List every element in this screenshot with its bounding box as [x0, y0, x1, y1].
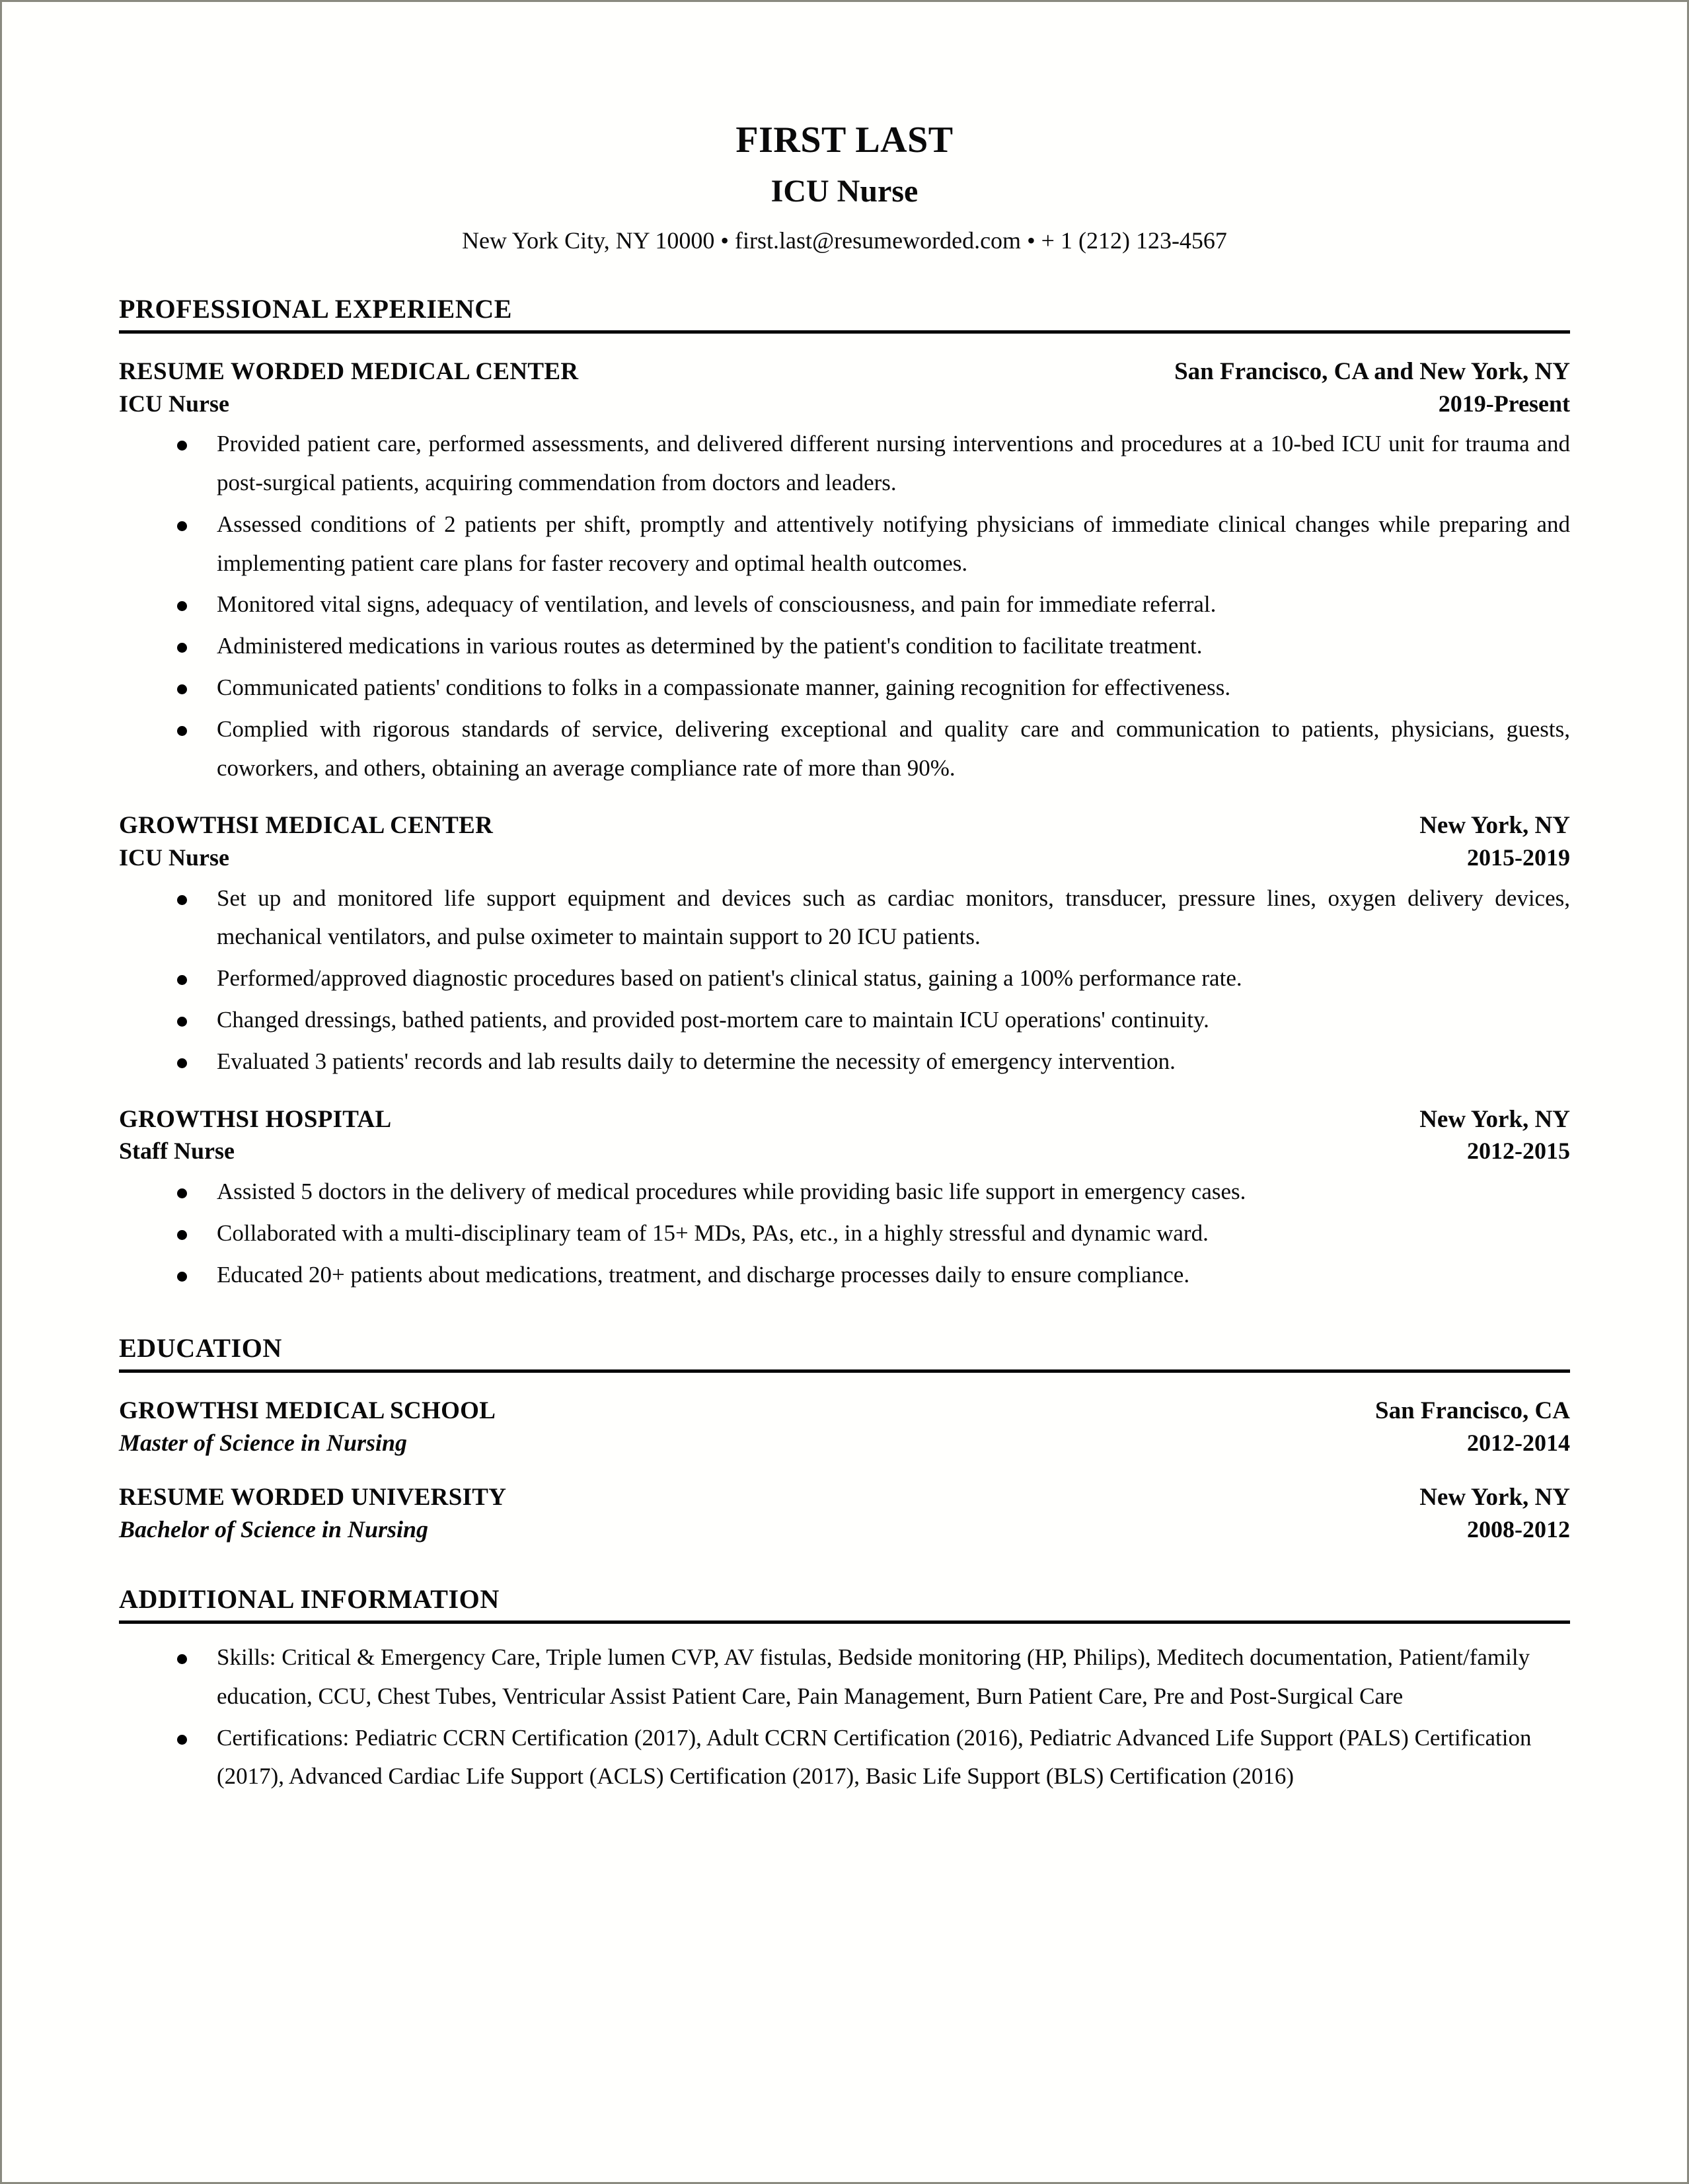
candidate-job-title: ICU Nurse [770, 173, 919, 209]
bullet-item: Educated 20+ patients about medications, treatment, and discharge processes daily to ensure compliance. [119, 1256, 1570, 1295]
education-school-name: RESUME WORDED UNIVERSITY [119, 1483, 507, 1511]
contact-line: New York City, NY 10000 • first.last@resumeworded.com • + 1 (212) 123-4567 [462, 227, 1227, 254]
section-heading-education: EDUCATION [119, 1333, 282, 1364]
bullet-item-skills: Skills: Critical & Emergency Care, Triple lumen CVP, AV fistulas, Bedside monitoring (HP, Philips), Meditech documentation, Patient/family education, CCU, Chest Tubes, Ventricular Assist Patient Care, Pain Management, Burn Patient Care, Pre and Post-Surgical Care [119, 1638, 1570, 1716]
bullet-item: Complied with rigorous standards of service, delivering exceptional and quality care and communication to patients, physicians, guests, coworkers, and others, obtaining an average compliance rate of more than 90%. [119, 710, 1570, 788]
bullet-item: Provided patient care, performed assessments, and delivered different nursing interventions and procedures at a 10-bed ICU unit for trauma and post-surgical patients, acquiring commendation from doctors and leaders. [119, 425, 1570, 503]
education-degree: Master of Science in Nursing [119, 1430, 408, 1457]
experience-org-name: GROWTHSI MEDICAL CENTER [119, 812, 494, 840]
resume-content [119, 2, 1570, 1796]
education-entry [119, 1482, 1570, 1545]
experience-role-dates: 2015-2019 [1467, 844, 1570, 871]
additional-bullet-list [119, 1638, 1570, 1796]
bullet-item: Collaborated with a multi-disciplinary team of 15+ MDs, PAs, etc., in a highly stressful and dynamic ward. [119, 1214, 1570, 1253]
bullet-item: Assisted 5 doctors in the delivery of medical procedures while providing basic life support in emergency cases. [119, 1173, 1570, 1212]
section-additional-information [119, 1585, 1570, 1796]
experience-org-name: RESUME WORDED MEDICAL CENTER [119, 357, 579, 385]
education-school-location: New York, NY [1419, 1483, 1570, 1511]
experience-entry [119, 810, 1570, 1081]
education-org-row [119, 1395, 1570, 1428]
education-degree-row [119, 1428, 1570, 1459]
experience-org-row [119, 1104, 1570, 1136]
education-entry [119, 1395, 1570, 1459]
experience-role-dates: 2019-Present [1438, 390, 1570, 417]
section-heading-additional: ADDITIONAL INFORMATION [119, 1584, 500, 1615]
section-divider [119, 330, 1570, 334]
experience-org-location: San Francisco, CA and New York, NY [1174, 357, 1570, 385]
education-degree-row [119, 1514, 1570, 1546]
experience-role-dates: 2012-2015 [1467, 1138, 1570, 1165]
experience-role-title: ICU Nurse [119, 844, 229, 871]
education-degree: Bachelor of Science in Nursing [119, 1515, 429, 1543]
bullet-item: Set up and monitored life support equipment and devices such as cardiac monitors, transducer, pressure lines, oxygen delivery devices, mechanical ventilators, and pulse oximeter to maintain support to 20 ICU patients. [119, 879, 1570, 957]
education-dates: 2012-2014 [1467, 1430, 1570, 1457]
experience-entry [119, 1104, 1570, 1295]
experience-org-name: GROWTHSI HOSPITAL [119, 1105, 392, 1133]
experience-bullet-list [119, 1173, 1570, 1294]
experience-role-title: ICU Nurse [119, 390, 229, 417]
education-school-name: GROWTHSI MEDICAL SCHOOL [119, 1397, 496, 1425]
education-org-row [119, 1482, 1570, 1514]
section-heading-experience: PROFESSIONAL EXPERIENCE [119, 293, 513, 324]
experience-role-title: Staff Nurse [119, 1138, 235, 1165]
bullet-item: Assessed conditions of 2 patients per shift, promptly and attentively notifying physicians of immediate clinical changes while preparing and implementing patient care plans for faster recovery and optimal health outcomes. [119, 505, 1570, 583]
experience-org-location: New York, NY [1419, 812, 1570, 840]
bullet-item: Communicated patients' conditions to folks in a compassionate manner, gaining recognition for effectiveness. [119, 669, 1570, 708]
bullet-item: Monitored vital signs, adequacy of ventilation, and levels of consciousness, and pain for immediate referral. [119, 585, 1570, 624]
bullet-item: Performed/approved diagnostic procedures based on patient's clinical status, gaining a 100% performance rate. [119, 959, 1570, 998]
bullet-item: Administered medications in various routes as determined by the patient's condition to facilitate treatment. [119, 627, 1570, 666]
section-professional-experience [119, 295, 1570, 1295]
experience-org-location: New York, NY [1419, 1105, 1570, 1133]
bullet-item: Changed dressings, bathed patients, and provided post-mortem care to maintain ICU operations' continuity. [119, 1001, 1570, 1040]
experience-bullet-list [119, 425, 1570, 787]
experience-role-row [119, 388, 1570, 420]
experience-org-row [119, 810, 1570, 842]
education-dates: 2008-2012 [1467, 1515, 1570, 1543]
experience-org-row [119, 356, 1570, 388]
resume-header [119, 2, 1570, 255]
section-education [119, 1334, 1570, 1545]
section-divider [119, 1369, 1570, 1373]
section-divider [119, 1620, 1570, 1624]
experience-role-row [119, 842, 1570, 874]
experience-entry [119, 356, 1570, 788]
bullet-item: Evaluated 3 patients' records and lab results daily to determine the necessity of emergency intervention. [119, 1042, 1570, 1081]
education-school-location: San Francisco, CA [1375, 1397, 1570, 1425]
experience-role-row [119, 1136, 1570, 1167]
bullet-item-certifications: Certifications: Pediatric CCRN Certification (2017), Adult CCRN Certification (2016), Pediatric Advanced Life Support (PALS) Certification (2017), Advanced Cardiac Life Support (ACLS) Certification (2017), Basic Life Support (BLS) Certification (2016) [119, 1719, 1570, 1797]
experience-bullet-list [119, 879, 1570, 1081]
candidate-name: FIRST LAST [735, 120, 954, 161]
